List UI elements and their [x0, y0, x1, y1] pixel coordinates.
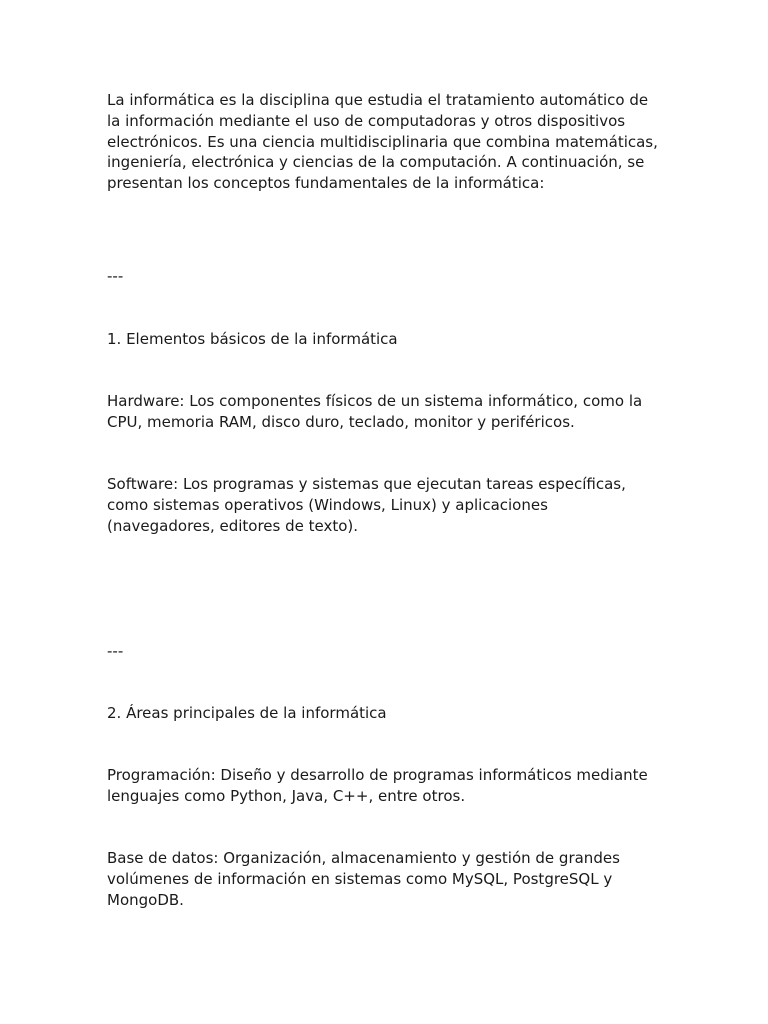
- section-heading-elementos-basicos: 1. Elementos básicos de la informática: [107, 330, 398, 348]
- programming-paragraph: Programación: Diseño y desarrollo de programas informáticos mediante lenguajes como Python, Java, C++, entre otros.: [107, 766, 648, 805]
- intro-paragraph: La informática es la disciplina que estudia el tratamiento automático de la información mediante el uso de computadoras y otros dispositivos electrónicos. Es una ciencia multidisciplinaria que combina matemáticas, ingeniería, electrónica y ciencias de la computación. A continuación, se presentan los conceptos fundamentales de la informática:: [107, 91, 658, 193]
- section-heading-areas-principales: 2. Áreas principales de la informática: [107, 704, 387, 722]
- section-separator: ---: [107, 642, 124, 660]
- hardware-paragraph: Hardware: Los componentes físicos de un sistema informático, como la CPU, memoria RAM, disco duro, teclado, monitor y periféricos.: [107, 392, 643, 431]
- database-paragraph: Base de datos: Organización, almacenamiento y gestión de grandes volúmenes de información en sistemas como MySQL, PostgreSQL y MongoDB.: [107, 849, 620, 909]
- section-separator: ---: [107, 267, 124, 285]
- software-paragraph: Software: Los programas y sistemas que ejecutan tareas específicas, como sistemas operativos (Windows, Linux) y aplicaciones (navegadores, editores de texto).: [107, 475, 626, 535]
